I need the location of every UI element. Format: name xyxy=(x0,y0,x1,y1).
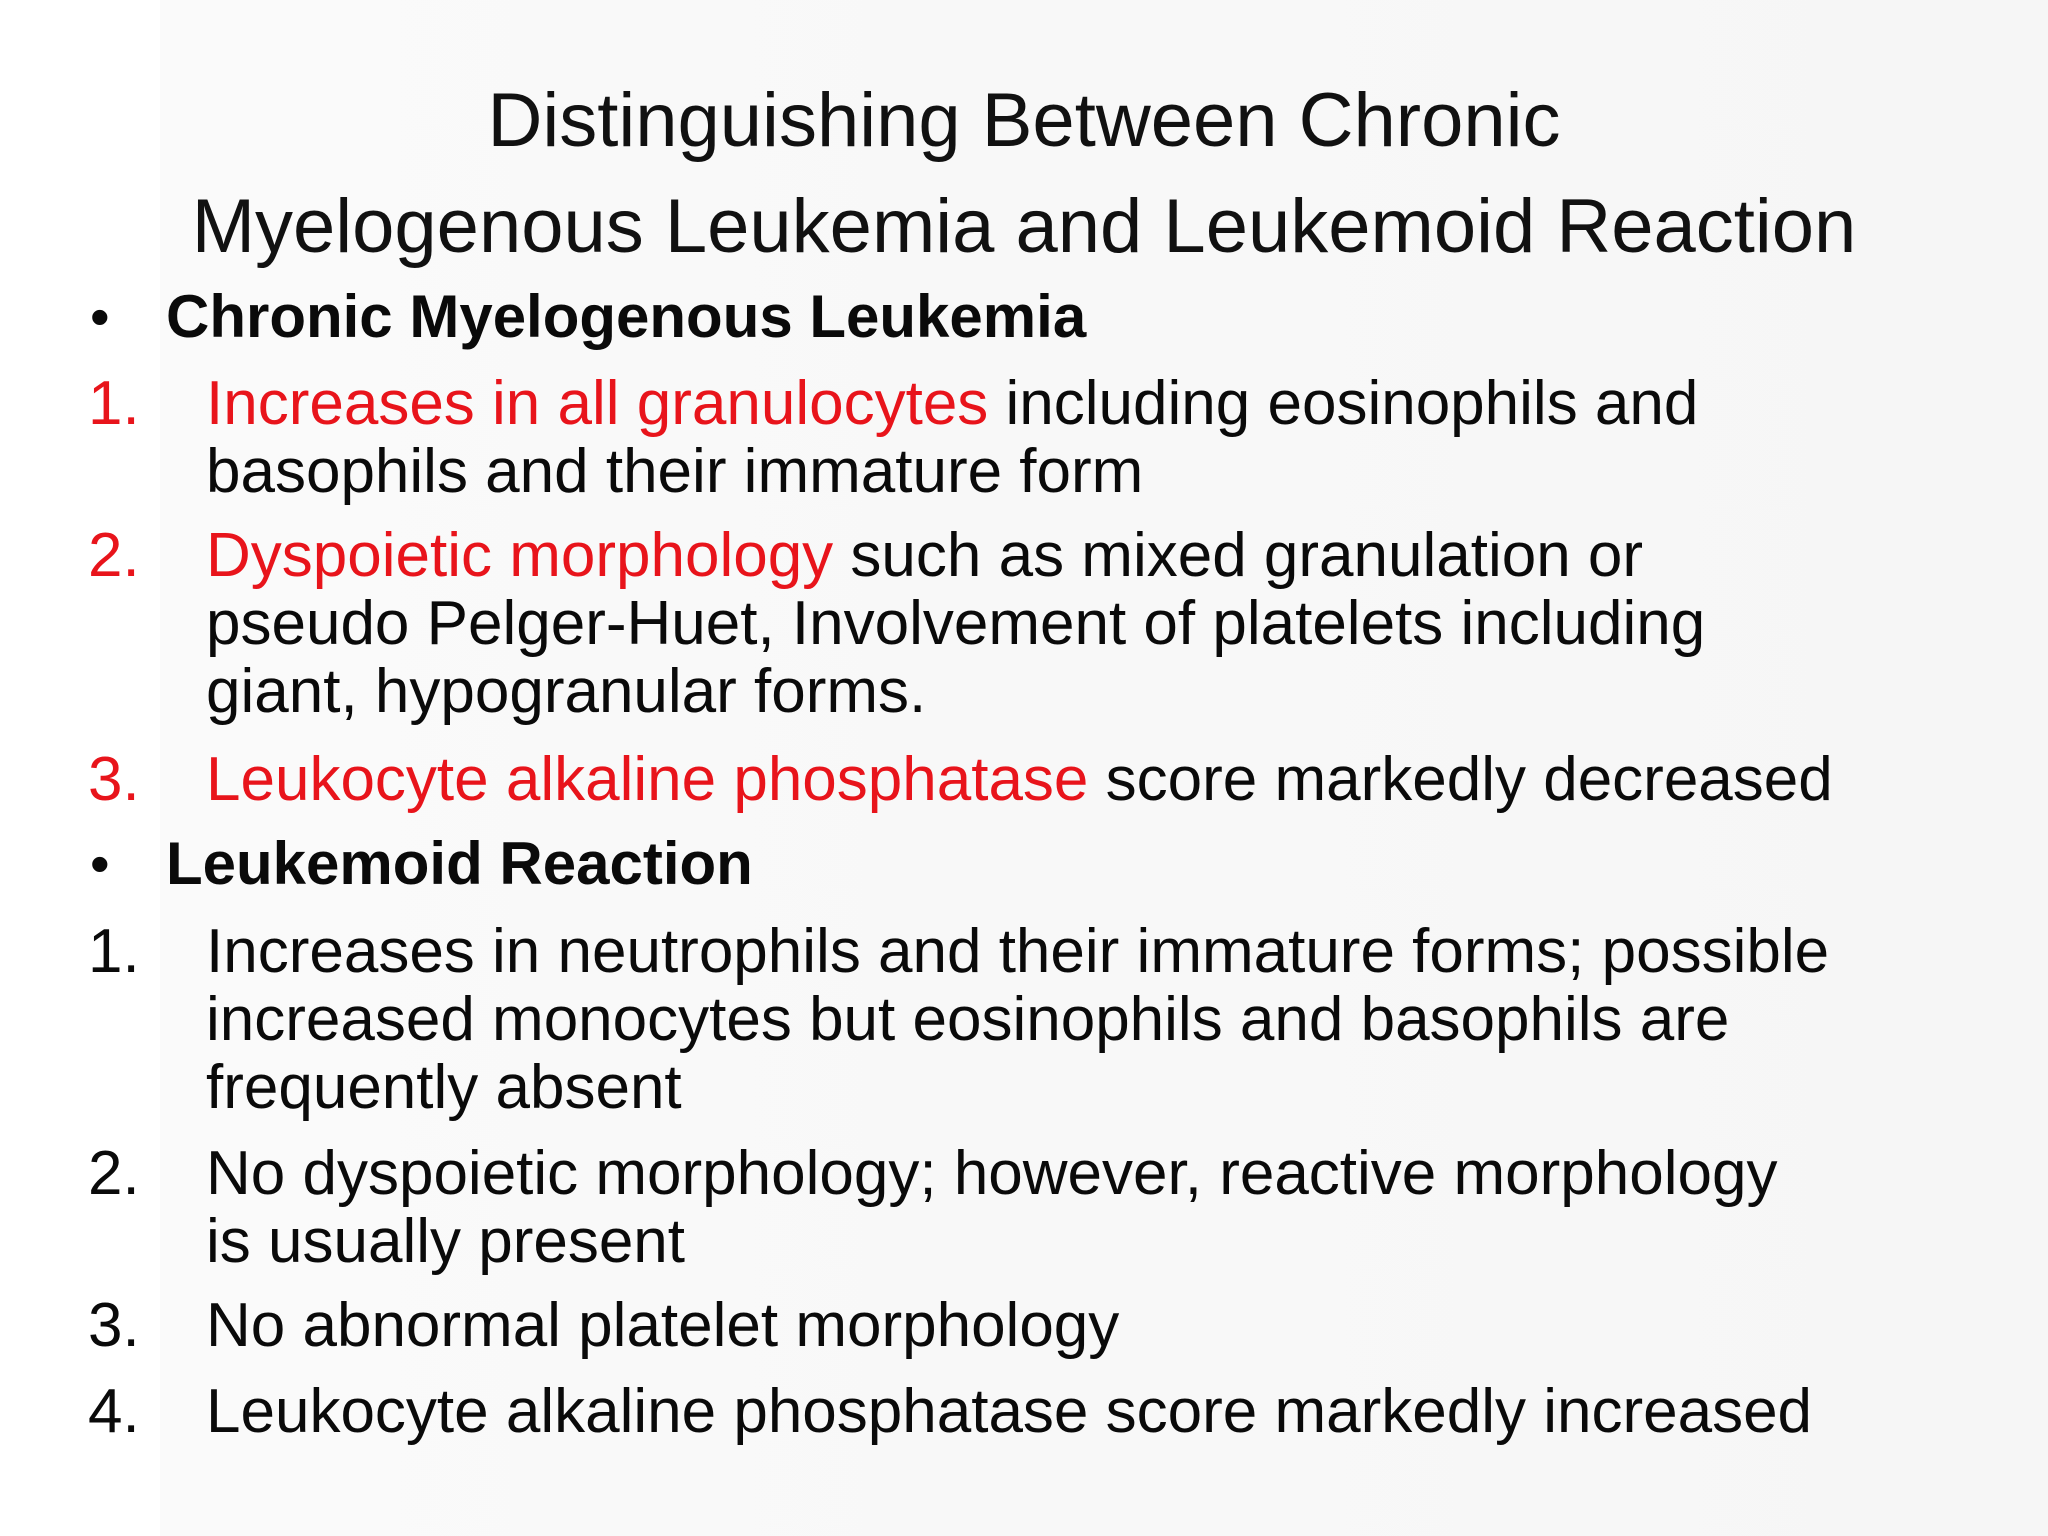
leukemoid-heading: Leukemoid Reaction xyxy=(166,830,753,897)
list-number: 1. xyxy=(88,917,140,986)
list-item-text xyxy=(206,370,2026,506)
list-number: 4. xyxy=(88,1377,140,1446)
text-line: No abnormal platelet morphology xyxy=(206,1291,1120,1360)
text-line xyxy=(206,370,2026,438)
text-line xyxy=(206,746,2026,814)
text-line: Leukocyte alkaline phosphatase score markedly increased xyxy=(206,1377,1813,1446)
highlight-text: Increases in all granulocytes xyxy=(206,369,989,438)
list-number: 3. xyxy=(88,1291,140,1360)
text-line xyxy=(206,522,2026,590)
highlight-text: Leukocyte alkaline phosphatase xyxy=(206,745,1089,814)
list-item-text xyxy=(206,918,2026,1122)
bullet-marker: • xyxy=(90,832,110,895)
list-number: 1. xyxy=(88,369,140,438)
text-line: pseudo Pelger-Huet, Involvement of platelets including xyxy=(206,589,1706,658)
plain-text: score markedly decreased xyxy=(1088,745,1833,814)
text-line: increased monocytes but eosinophils and basophils are xyxy=(206,985,1730,1054)
text-line: giant, hypogranular forms. xyxy=(206,657,927,726)
text-line: basophils and their immature form xyxy=(206,437,1144,506)
list-item-text xyxy=(206,746,2026,814)
text-line: Increases in neutrophils and their immature forms; possible xyxy=(206,917,1830,986)
list-number: 2. xyxy=(88,521,140,590)
plain-text: such as mixed granulation or xyxy=(833,521,1644,590)
text-line: frequently absent xyxy=(206,1053,682,1122)
title-line-1: Distinguishing Between Chronic xyxy=(487,78,1561,163)
title-line-2: Myelogenous Leukemia and Leukemoid Reaction xyxy=(191,184,1857,269)
bullet-marker: • xyxy=(90,285,110,348)
text-line: is usually present xyxy=(206,1207,686,1276)
plain-text: including eosinophils and xyxy=(988,369,1699,438)
cml-heading: Chronic Myelogenous Leukemia xyxy=(166,283,1087,350)
list-number: 2. xyxy=(88,1139,140,1208)
list-item-text xyxy=(206,1292,2026,1360)
list-number: 3. xyxy=(88,745,140,814)
list-item-text xyxy=(206,1378,2026,1446)
text-line: No dyspoietic morphology; however, reactive morphology xyxy=(206,1139,1778,1208)
highlight-text: Dyspoietic morphology xyxy=(206,521,834,590)
list-item-text xyxy=(206,1140,2026,1276)
list-item-text xyxy=(206,522,2026,726)
